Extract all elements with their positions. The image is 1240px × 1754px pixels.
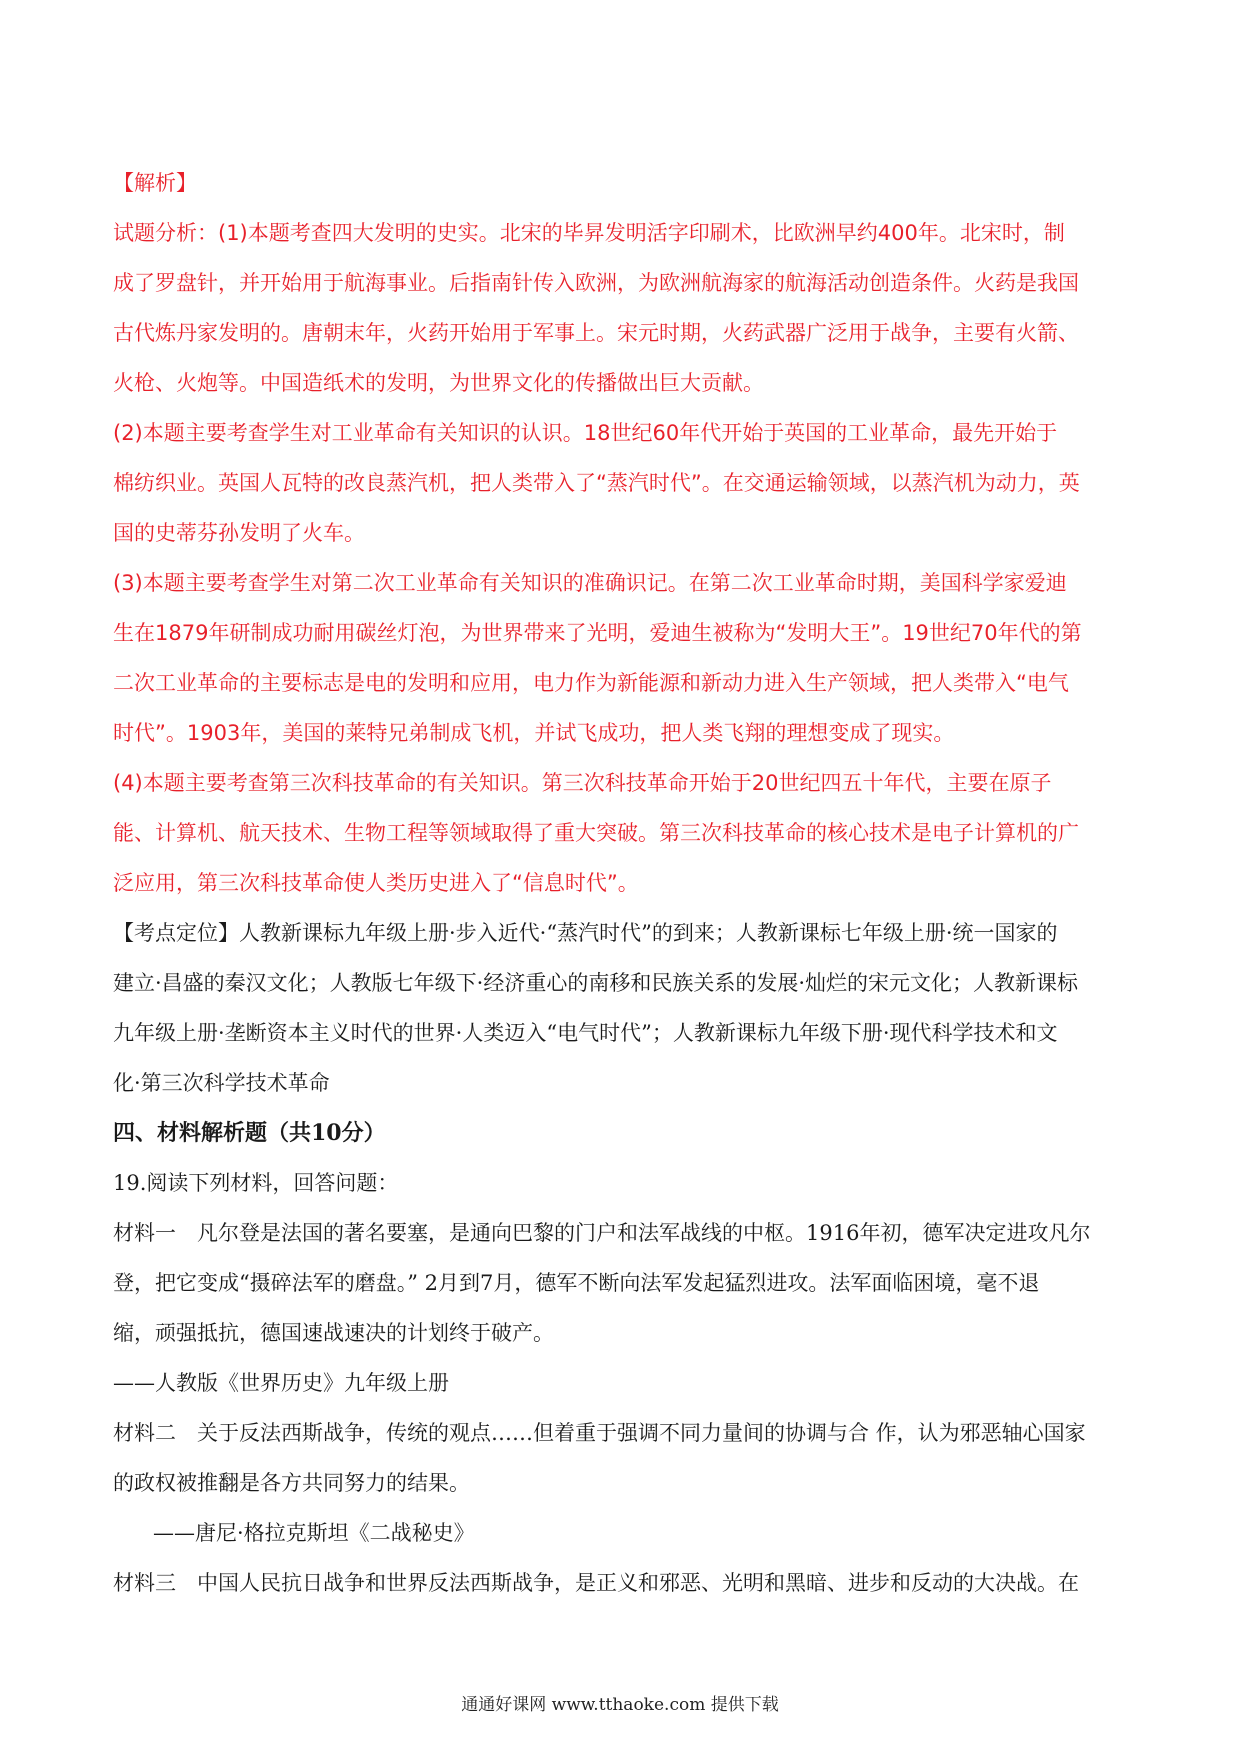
material-2-line: 材料二 关于反法西斯战争，传统的观点……但着重于强调不同力量间的协调与合 作，认为邪恶轴心国家 <box>113 1421 1086 1445</box>
kaodian-line: 【考点定位】人教新课标九年级上册·步入近代·“蒸汽时代”的到来；人教新课标七年级上册·统一国家的 <box>113 921 1058 945</box>
analysis-line: (3)本题主要考查学生对第二次工业革命有关知识的准确识记。在第二次工业革命时期，美国科学家爱迪 <box>113 571 1067 595</box>
document-page <box>113 158 1135 1608</box>
material-1-source: ——人教版《世界历史》九年级上册 <box>113 1371 449 1395</box>
material-1-line: 缩，顽强抵抗，德国速战速决的计划终于破产。 <box>113 1321 554 1345</box>
kaodian-line: 九年级上册·垄断资本主义时代的世界·人类迈入“电气时代”；人教新课标九年级下册·现代科学技术和文 <box>113 1021 1058 1045</box>
material-2-line: 的政权被推翻是各方共同努力的结果。 <box>113 1471 470 1495</box>
analysis-line: (2)本题主要考查学生对工业革命有关知识的认识。18世纪60年代开始于英国的工业革命，最先开始于 <box>113 421 1058 445</box>
question-19 <box>113 1158 1135 1608</box>
analysis-line: 成了罗盘针，并开始用于航海事业。后指南针传入欧洲，为欧洲航海家的航海活动创造条件。火药是我国 <box>113 271 1079 295</box>
analysis-line: 火枪、火炮等。中国造纸术的发明，为世界文化的传播做出巨大贡献。 <box>113 371 764 395</box>
analysis-line: (4)本题主要考查第三次科技革命的有关知识。第三次科技革命开始于20世纪四五十年代，主要在原子 <box>113 771 1052 795</box>
material-2-source: ——唐尼·格拉克斯坦《二战秘史》 <box>153 1521 475 1545</box>
analysis-line: 泛应用，第三次科技革命使人类历史进入了“信息时代”。 <box>113 871 639 895</box>
analysis-line: 棉纺织业。英国人瓦特的改良蒸汽机，把人类带入了“蒸汽时代”。在交通运输领域，以蒸汽机为动力，英 <box>113 471 1080 495</box>
section-heading: 四、材料解析题（共10分） <box>113 1120 386 1146</box>
analysis-line: 国的史蒂芬孙发明了火车。 <box>113 521 365 545</box>
kaodian-block <box>113 908 1135 1108</box>
analysis-line: 时代”。1903年，美国的莱特兄弟制成飞机，并试飞成功，把人类飞翔的理想变成了现实。 <box>113 721 955 745</box>
analysis-line: 古代炼丹家发明的。唐朝末年，火药开始用于军事上。宋元时期，火药武器广泛用于战争，主要有火箭、 <box>113 321 1079 345</box>
material-1-line: 材料一 凡尔登是法国的著名要塞，是通向巴黎的门户和法军战线的中枢。1916年初，德军决定进攻凡尔 <box>113 1221 1091 1245</box>
analysis-line: 试题分析：(1)本题考查四大发明的史实。北宋的毕昇发明活字印刷术，比欧洲早约400年。北宋时，制 <box>113 221 1065 245</box>
kaodian-line: 建立·昌盛的秦汉文化；人教版七年级下·经济重心的南移和民族关系的发展·灿烂的宋元文化；人教新课标 <box>113 971 1079 995</box>
analysis-label: 【解析】 <box>113 171 197 195</box>
page-footer: 通通好课网 www.tthaoke.com 提供下载 <box>461 1695 779 1715</box>
analysis-line: 二次工业革命的主要标志是电的发明和应用，电力作为新能源和新动力进入生产领域，把人类带入“电气 <box>113 671 1069 695</box>
material-1-line: 登，把它变成“摄碎法军的磨盘。” 2月到7月，德军不断向法军发起猛烈进攻。法军面临困境，毫不退 <box>113 1271 1040 1295</box>
kaodian-line: 化·第三次科学技术革命 <box>113 1071 330 1095</box>
question-prompt: 19.阅读下列材料，回答问题： <box>113 1171 399 1195</box>
analysis-line: 能、计算机、航天技术、生物工程等领域取得了重大突破。第三次科技革命的核心技术是电子计算机的广 <box>113 821 1079 845</box>
analysis-body <box>113 208 1135 908</box>
material-3-line: 材料三 中国人民抗日战争和世界反法西斯战争，是正义和邪恶、光明和黑暗、进步和反动的大决战。在 <box>113 1571 1079 1595</box>
analysis-line: 生在1879年研制成功耐用碳丝灯泡，为世界带来了光明，爱迪生被称为“发明大王”。19世纪70年代的第 <box>113 621 1082 645</box>
